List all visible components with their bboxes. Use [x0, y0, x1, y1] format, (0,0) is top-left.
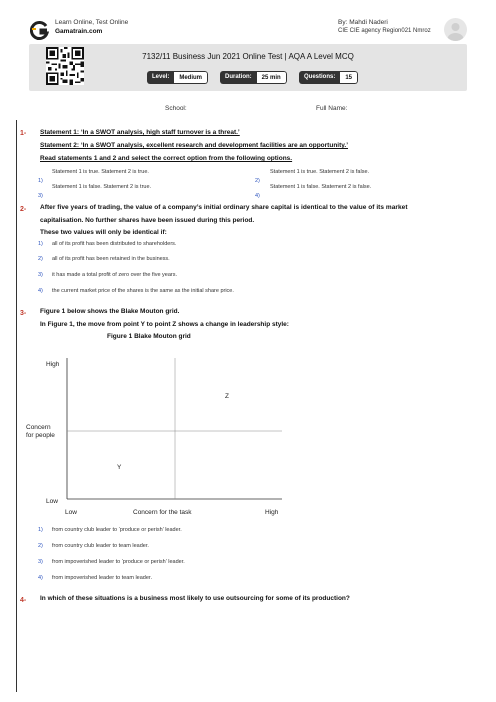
option-number: 1): [38, 527, 43, 533]
x-axis-high: High: [265, 509, 279, 516]
author-name: By: Mahdi Naderi: [338, 19, 388, 26]
option-number: 1): [38, 241, 43, 247]
question-text: Figure 1 below shows the Blake Mouton grid.: [40, 308, 180, 315]
option-text[interactable]: from impoverished leader to team leader.: [52, 575, 152, 581]
question-text: Read statements 1 and 2 and select the correct option from the following options.: [40, 155, 293, 162]
option-text[interactable]: it has made a total profit of zero over the five years.: [52, 272, 178, 278]
question-text: Statement 2: ‘In a SWOT analysis, excellent research and development facilities are an opportunity.’: [40, 142, 349, 149]
option-number: 3): [38, 193, 43, 199]
option-text[interactable]: Statement 1 is false. Statement 2 is false.: [270, 184, 372, 190]
question-text: capitalisation. No further shares have been issued during this period.: [40, 217, 255, 224]
option-number: 2): [38, 543, 43, 549]
duration-label: Duration:: [220, 71, 257, 84]
question-number: 3-: [20, 310, 27, 317]
level-value: Medium: [174, 71, 208, 84]
y-axis-low: Low: [46, 498, 58, 505]
option-text[interactable]: Statement 1 is true. Statement 2 is false.: [270, 169, 370, 175]
y-axis-label: Concern: [26, 424, 51, 431]
point-y-label: Y: [117, 464, 122, 471]
level-label: Level:: [147, 71, 174, 84]
option-number: 2): [255, 178, 260, 184]
y-axis-label: for people: [26, 432, 55, 439]
question-text: In which of these situations is a business most likely to use outsourcing for some of its production?: [40, 595, 350, 602]
option-number: 3): [38, 559, 43, 565]
option-text[interactable]: the current market price of the shares is the same as the initial share price.: [52, 288, 234, 294]
option-text[interactable]: from country club leader to team leader.: [52, 543, 149, 549]
option-number: 3): [38, 272, 43, 278]
x-axis-low: Low: [65, 509, 77, 516]
gamatrain-logo: [30, 21, 50, 41]
brand-site[interactable]: Gamatrain.com: [55, 28, 103, 35]
duration-badge: [220, 71, 287, 84]
question-text: These two values will only be identical if:: [40, 229, 167, 236]
blake-mouton-grid: [20, 352, 290, 520]
fullname-label: Full Name:: [316, 105, 348, 112]
avatar: [444, 18, 467, 41]
option-number: 1): [38, 178, 43, 184]
questions-badge: [299, 71, 358, 84]
option-text[interactable]: Statement 1 is true. Statement 2 is true.: [52, 169, 149, 175]
exam-title: 7132/11 Business Jun 2021 Online Test | AQA A Level MCQ: [142, 52, 354, 61]
option-text[interactable]: from impoverished leader to ‘produce or perish’ leader.: [52, 559, 185, 565]
questions-value: 15: [340, 71, 358, 84]
answer-option[interactable]: [255, 184, 260, 202]
user-icon: [444, 18, 467, 41]
level-badge: [147, 71, 208, 84]
question-text: In Figure 1, the move from point Y to point Z shows a change in leadership style:: [40, 321, 289, 328]
answer-option[interactable]: [38, 184, 43, 202]
question-text: Statement 1: ‘In a SWOT analysis, high staff turnover is a threat.’: [40, 129, 240, 136]
question-number: 1-: [20, 130, 27, 137]
option-number: 4): [38, 288, 43, 294]
question-text: After five years of trading, the value of a company’s initial ordinary share capital is identical to the value of its market: [40, 204, 408, 211]
option-number: 4): [255, 193, 260, 199]
option-text[interactable]: Statement 1 is false. Statement 2 is true.: [52, 184, 152, 190]
option-number: 2): [38, 256, 43, 262]
duration-value: 25 min: [257, 71, 287, 84]
margin-divider: [16, 120, 17, 692]
point-z-label: Z: [225, 393, 229, 400]
option-number: 4): [38, 575, 43, 581]
figure-caption: Figure 1 Blake Mouton grid: [107, 333, 191, 340]
option-text[interactable]: all of its profit has been retained in the business.: [52, 256, 170, 262]
question-number: 4-: [20, 597, 27, 604]
x-axis-label: Concern for the task: [133, 509, 192, 516]
questions-label: Questions:: [299, 71, 340, 84]
school-label: School:: [165, 105, 187, 112]
question-number: 2-: [20, 206, 27, 213]
y-axis-high: High: [46, 361, 60, 368]
option-text[interactable]: all of its profit has been distributed to shareholders.: [52, 241, 177, 247]
brand-tagline: Learn Online, Test Online: [55, 19, 129, 26]
author-agency: CIE CIE agency Region021 Nmroz: [338, 28, 431, 34]
option-text[interactable]: from country club leader to ‘produce or perish’ leader.: [52, 527, 182, 533]
